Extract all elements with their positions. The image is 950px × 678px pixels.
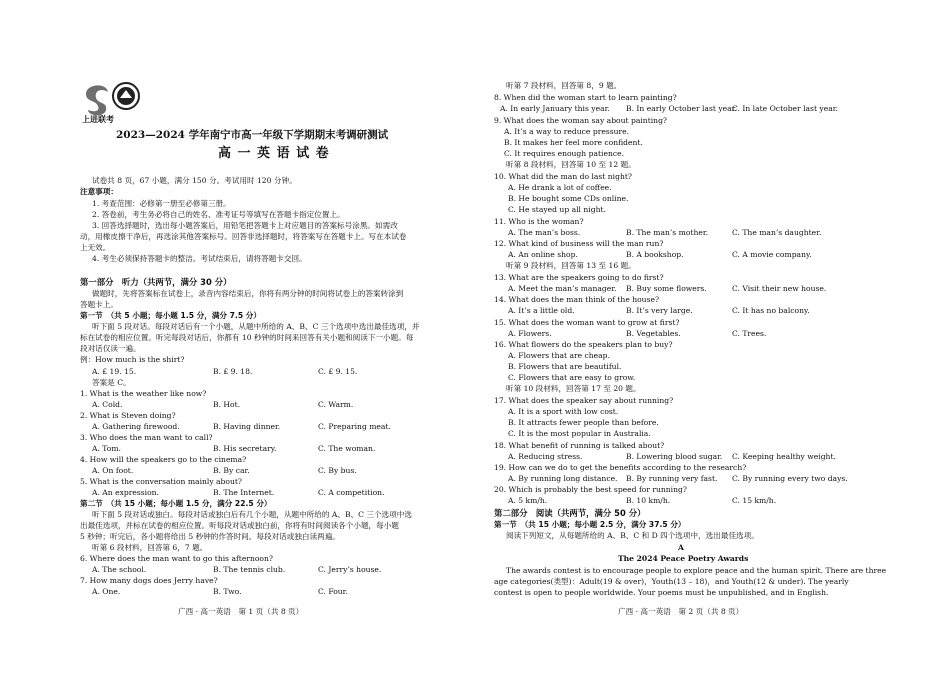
- question: 3. Who does the man want to call?: [80, 433, 213, 442]
- option: A. One.: [92, 587, 121, 596]
- option: C. It is the most popular in Australia.: [508, 429, 651, 438]
- option: A. An online shop.: [508, 250, 578, 259]
- question: 8. When did the woman start to learn painting?: [494, 93, 677, 102]
- option: A. 5 km/h.: [508, 496, 548, 505]
- material-note: 听第 6 段材料，回答第 6，7 题。: [92, 543, 208, 552]
- passage-letter: A: [678, 543, 684, 552]
- option: C. Jerry’s house.: [318, 565, 382, 574]
- part2-section1-heading: 第一节 （共 15 小题；每小题 2.5 分，满分 37.5 分）: [494, 520, 686, 529]
- section1-heading: 第一节 （共 5 小题；每小题 1.5 分，满分 7.5 分）: [80, 311, 261, 320]
- passage-line: contest is open to people worldwide. Your poems must be unpublished, and in English.: [494, 588, 829, 597]
- question: 7. How many dogs does Jerry have?: [80, 576, 218, 585]
- question: 20. Which is probably the best speed for running?: [494, 485, 687, 494]
- option: C. He stayed up all night.: [508, 205, 606, 214]
- notice-title: 注意事项：: [80, 187, 118, 196]
- option: C. In late October last year.: [732, 104, 838, 113]
- option: C. Preparing meat.: [318, 422, 391, 431]
- notice-line: 动，用橡皮擦干净后，再选涂其他答案标号。回答非选择题时，将答案写在答题卡上。写在本试卷: [80, 232, 407, 241]
- section1-intro: 段对话仅读一遍。: [80, 344, 141, 353]
- part2-heading: 第二部分 阅读（共两节，满分 50 分）: [494, 508, 646, 518]
- option: C. Keeping healthy weight.: [732, 452, 836, 461]
- notice-line: 上无效。: [80, 243, 111, 252]
- part1-heading: 第一部分 听力（共两节，满分 30 分）: [80, 277, 232, 287]
- option: B. By running very fast.: [626, 474, 718, 483]
- question: 17. What does the speaker say about running?: [494, 396, 674, 405]
- option: A. It is a sport with low cost.: [508, 407, 619, 416]
- part1-intro: 做题时，先将答案标在试卷上，录音内容结束后，你将有两分钟的时间将试卷上的答案转涂到: [92, 289, 404, 298]
- notice-line: 4. 考生必须保持答题卡的整洁。考试结束后，请将答题卡交回。: [92, 254, 307, 263]
- option: B. 10 km/h.: [626, 496, 671, 505]
- option: A. He drank a lot of coffee.: [508, 183, 612, 192]
- section2-intro: 5 秒钟；听完后，各小题将给出 5 秒钟的作答时间。每段对话或独白读两遍。: [80, 532, 340, 541]
- passage-line: age categories(类型)：Adult(19 & over)，Youth(13 – 18)，and Youth(12 & under). The yearly: [494, 577, 849, 586]
- section2-intro: 出最佳选项，并标在试卷的相应位置。听每段对话或独白前，你将有时间阅读各个小题，每小题: [80, 521, 399, 530]
- option: C. A competition.: [318, 488, 385, 497]
- exam-info: 试卷共 8 页，67 小题，满分 150 分。考试用时 120 分钟。: [92, 176, 297, 185]
- option: C. Trees.: [732, 329, 767, 338]
- option: C. The man’s daughter.: [732, 228, 822, 237]
- question: 10. What did the man do last night?: [494, 172, 632, 181]
- section2-intro: 听下面 5 段对话或独白。每段对话或独白后有几个小题，从题中所给的 A、B、C 三个选项中选: [92, 510, 412, 519]
- option: B. He bought some CDs online.: [508, 194, 629, 203]
- option: B. His secretary.: [213, 444, 277, 453]
- question: 14. What does the man think of the house?: [494, 295, 660, 304]
- option: B. It attracts fewer people than before.: [508, 418, 659, 427]
- part1-intro: 答题卡上。: [80, 300, 118, 309]
- option: C. Flowers that are easy to grow.: [508, 373, 636, 382]
- option: B. Hot.: [213, 400, 241, 409]
- option: A. Flowers that are cheap.: [508, 351, 610, 360]
- question: 1. What is the weather like now?: [80, 389, 207, 398]
- question: 18. What benefit of running is talked about?: [494, 441, 665, 450]
- option: A. Meet the man’s manager.: [508, 284, 617, 293]
- question: 13. What are the speakers going to do first?: [494, 273, 664, 282]
- option: A. By running long distance.: [508, 474, 618, 483]
- question: 12. What kind of business will the man run?: [494, 239, 664, 248]
- option: B. In early October last year.: [626, 104, 737, 113]
- option: B. The tennis club.: [213, 565, 286, 574]
- example-option: C. £ 9. 15.: [318, 367, 358, 376]
- notice-line: 1. 考查范围：必修第一册至必修第三册。: [92, 199, 231, 208]
- question: 19. How can we do to get the benefits according to the research?: [494, 463, 747, 472]
- notice-line: 2. 答卷前，考生务必将自己的姓名、准考证号等填写在答题卡指定位置上。: [92, 210, 345, 219]
- option: C. By bus.: [318, 466, 357, 475]
- option: C. It requires enough patience.: [504, 149, 624, 158]
- option: B. Lowering blood sugar.: [626, 452, 723, 461]
- notice-line: 3. 回答选择题时，选出每小题答案后，用铅笔把答题卡上对应题目的答案标号涂黑。如需改: [92, 221, 398, 230]
- question: 4. How will the speakers go to the cinema?: [80, 455, 247, 464]
- logo-text: 上进联考: [82, 115, 114, 124]
- option: C. A movie company.: [732, 250, 812, 259]
- option: C. Visit their new house.: [732, 284, 827, 293]
- option: A. An expression.: [92, 488, 159, 497]
- option: A. It’s a way to reduce pressure.: [504, 127, 630, 136]
- section2-heading: 第二节 （共 15 小题；每小题 1.5 分，满分 22.5 分）: [80, 499, 272, 508]
- option: B. It’s very large.: [626, 306, 693, 315]
- option: B. Flowers that are beautiful.: [508, 362, 622, 371]
- option: C. It has no balcony.: [732, 306, 810, 315]
- option: A. Flowers.: [508, 329, 552, 338]
- example-answer: 答案是 C。: [92, 378, 131, 387]
- material-note: 听第 8 段材料，回答第 10 至 12 题。: [506, 160, 636, 169]
- exam-subject: 高 一 英 语 试 卷: [218, 146, 330, 161]
- option: C. By running every two days.: [732, 474, 848, 483]
- option: C. The woman.: [318, 444, 376, 453]
- exam-title: 2023—2024 学年南宁市高一年级下学期期末考调研测试: [116, 129, 389, 141]
- section1-intro: 标在试卷的相应位置。听完每段对话后，你都有 10 秒钟的时间来回答有关小题和阅读下一小题。每: [80, 333, 414, 342]
- right-page: [494, 0, 887, 678]
- option: B. It makes her feel more confident.: [504, 138, 643, 147]
- option: B. Two.: [213, 587, 242, 596]
- option: A. The man’s boss.: [508, 228, 581, 237]
- question: 9. What does the woman say about painting?: [494, 116, 667, 125]
- question: 2. What is Steven doing?: [80, 411, 176, 420]
- option: A. Gathering firewood.: [92, 422, 180, 431]
- question: 15. What does the woman want to grow at first?: [494, 318, 680, 327]
- passage-line: The awards contest is to encourage people to explore peace and the human spirit. There are three: [506, 566, 887, 575]
- option: A. The school.: [92, 565, 147, 574]
- example-option: B. £ 9. 18.: [213, 367, 253, 376]
- option: B. Vegetables.: [626, 329, 681, 338]
- option: C. Warm.: [318, 400, 354, 409]
- option: A. In early January this year.: [500, 104, 610, 113]
- option: B. Buy some flowers.: [626, 284, 707, 293]
- option: A. Reducing stress.: [508, 452, 583, 461]
- left-page: [80, 0, 490, 678]
- option: A. On foot.: [92, 466, 134, 475]
- part2-intro: 阅读下列短文，从每题所给的 A、B、C 和 D 四个选项中，选出最佳选项。: [506, 531, 759, 540]
- question: 5. What is the conversation mainly about?: [80, 477, 243, 486]
- option: A. Tom.: [92, 444, 121, 453]
- option: A. It’s a little old.: [508, 306, 575, 315]
- option: A. Cold.: [92, 400, 123, 409]
- section1-intro: 听下面 5 段对话。每段对话后有一个小题，从题中所给的 A、B、C 三个选项中选出最佳选项，并: [92, 322, 420, 331]
- material-note: 听第 7 段材料，回答第 8，9 题。: [506, 81, 622, 90]
- page-footer: 广西 · 高一英语 第 1 页（共 8 页）: [178, 607, 304, 616]
- question: 16. What flowers do the speakers plan to buy?: [494, 340, 673, 349]
- material-note: 听第 10 段材料，回答第 17 至 20 题。: [506, 384, 641, 393]
- question: 11. Who is the woman?: [494, 217, 584, 226]
- option: B. By car.: [213, 466, 250, 475]
- option: B. A bookshop.: [626, 250, 684, 259]
- option: B. The Internet.: [213, 488, 275, 497]
- option: C. Four.: [318, 587, 348, 596]
- question: 6. Where does the man want to go this afternoon?: [80, 554, 273, 563]
- example-question: 例：How much is the shirt?: [80, 355, 185, 364]
- option: B. Having dinner.: [213, 422, 281, 431]
- material-note: 听第 9 段材料，回答第 13 至 16 题。: [506, 261, 636, 270]
- passage-title: The 2024 Peace Poetry Awards: [618, 554, 749, 563]
- page-footer: 广西 · 高一英语 第 2 页（共 8 页）: [618, 607, 744, 616]
- option: C. 15 km/h.: [732, 496, 777, 505]
- example-option: A. £ 19. 15.: [92, 367, 137, 376]
- option: B. The man’s mother.: [626, 228, 709, 237]
